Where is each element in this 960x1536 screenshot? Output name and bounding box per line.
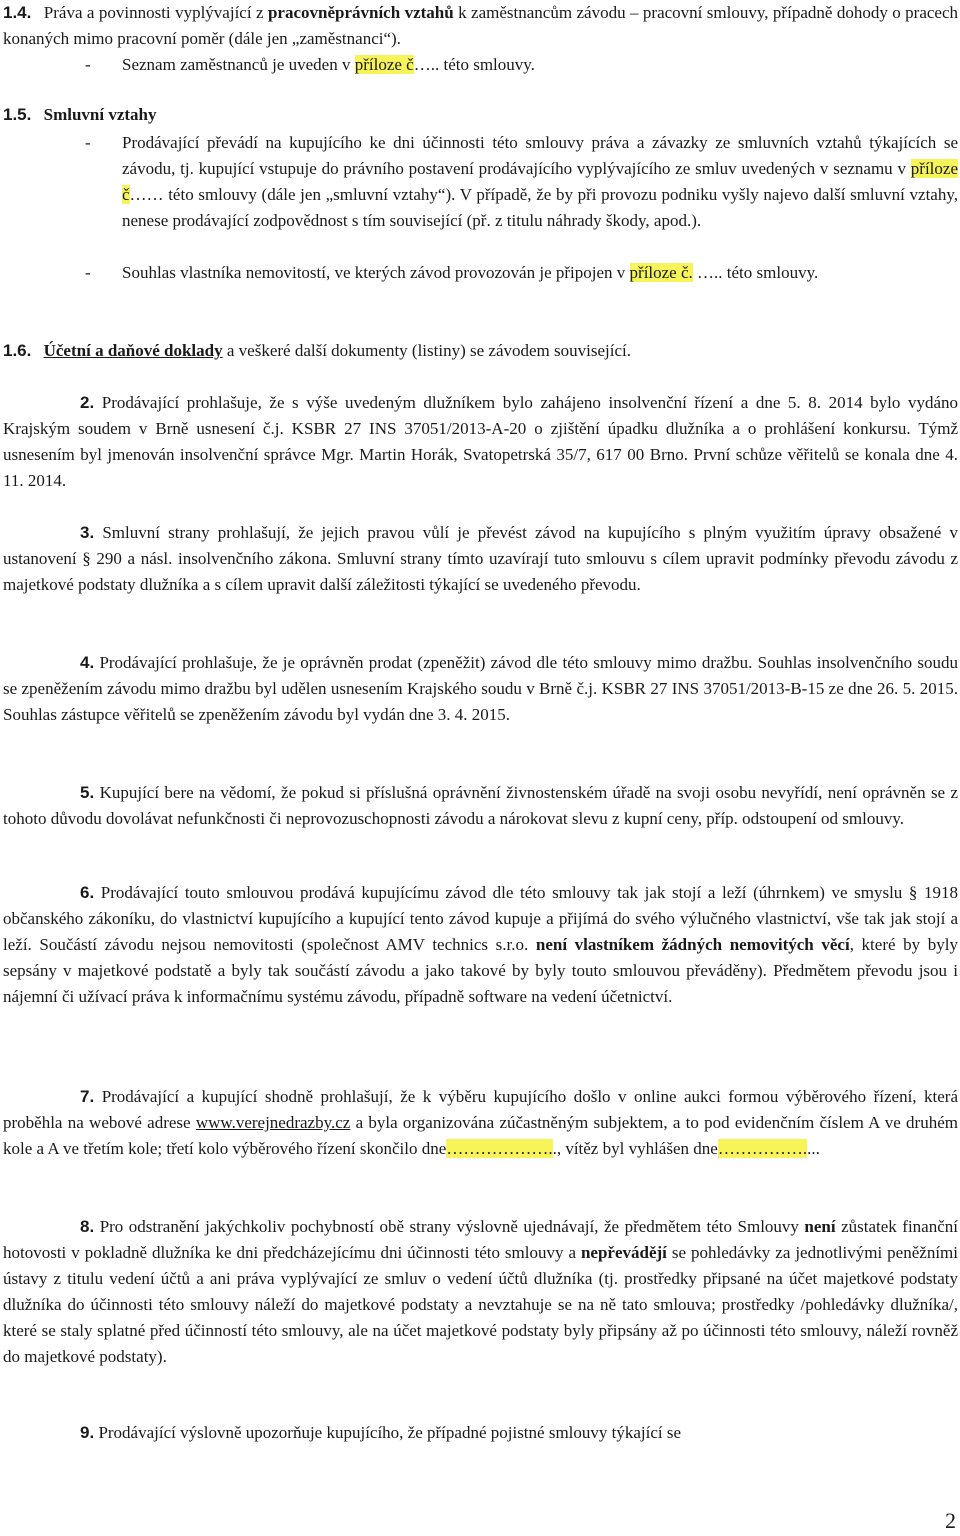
highlighted-blank: ………………. (446, 1139, 553, 1158)
article-5: 5. Kupující bere na vědomí, že pokud si příslušná oprávnění živnostenském úřadě na svoji osobu nevyřídí, není oprávněn se z tohoto důvodu dovolávat nefunkčnosti či neprovozuschopnosti závodu a nárokovat slevu z kupní ceny, příp. odstoupení od smlouvy. (3, 783, 959, 828)
article-4: 4. Prodávající prohlašuje, že je oprávněn prodat (zpeněžit) závod dle této smlouvy mimo dražbu. Souhlas insolvenčního soudu se zpeněžením závodu mimo dražbu byl udělen usnesením Krajského soudu v Brně č.j. KSBR 27 INS 37051/2013-B-15 ze dne 26. 5. 2015. Souhlas zástupce věřitelů se zpeněžením závodu byl vydán dne 3. 4. 2015. (3, 653, 958, 724)
highlighted-annex: příloze č (354, 55, 414, 74)
employee-list-item: - Seznam zaměstnanců je uveden v příloze č….. této smlouvy. (85, 55, 535, 74)
article-8: 8. Pro odstranění jakýchkoliv pochybností obě strany výslovně ujednávají, že předmětem této Smlouvy není zůstatek finanční hotovosti v pokladně dlužníka ke dni předcházejícímu dni účinnosti této smlouvy a nepřevádějí se pohledávky za jednotlivými peněžními ústavy z titulu vedení účtů a ani práva vyplývající ze smluv o vedení účtů dlužníka (tj. prostředky připsané na účet majetkové podstaty dlužníka do účinnosti této smlouvy náleží do majetkové podstaty a nevztahuje se na ně tato smlouva; prostředky /pohledávky dlužníka/, které se staly splatné před účinností této smlouvy, ale na účet majetkové podstaty byly připsány až po účinnosti této smlouvy, náleží rovněž do majetkové podstaty). (3, 1217, 958, 1366)
article-number: 4. (80, 653, 95, 672)
section-1-4: 1.4. Práva a povinnosti vyplývající z pracovněprávních vztahů k zaměstnancům závodu – pracovní smlouvy, případně dohody o pracech konaných mimo pracovní poměr (dále jen „zaměstnanci“). (3, 3, 959, 48)
section-number: 1.6. (3, 341, 32, 360)
article-number: 7. (80, 1087, 95, 1106)
highlighted-annex: příloze č. (629, 263, 693, 282)
article-7: 7. Prodávající a kupující shodně prohlašují, že k výběru kupujícího došlo v online aukci formou výběrového řízení, která proběhla na webové adrese www.verejnedrazby.cz a byla organizována zúčastněným subjektem, a to pod evidenčním číslem A ve druhém kole a A ve třetím kole; třetí kolo výběrového řízení skončilo dne……………….., vítěz byl vyhlášen dne…………….... (3, 1087, 959, 1158)
owner-consent-item: - Souhlas vlastníka nemovitostí, ve kterých závod provozován je připojen v příloze č. ….. této smlouvy. (85, 263, 819, 282)
page-number: 2 (945, 1508, 956, 1533)
section-title: Smluvní vztahy (43, 105, 157, 124)
article-9: 9. Prodávající výslovně upozorňuje kupujícího, že případné pojistné smlouvy týkající se (80, 1423, 682, 1442)
section-1-5-heading (3, 102, 958, 128)
contract-transfer-item: - Prodávající převádí na kupujícího ke dni účinnosti této smlouvy práva a závazky ze smluvních vztahů týkajících se závodu, tj. kupující vstupuje do právního postavení prodávajícího vyplývajícího ze smluv uvedených v seznamu v příloze č…… této smlouvy (dále jen „smluvní vztahy“). V případě, že by při provozu podniku vyšly najevo další smluvní vztahy, nenese prodávající zodpovědnost s tím související (př. z titulu náhrady škody, apod.). (85, 133, 958, 230)
highlighted-blank: ……………. (717, 1139, 808, 1158)
section-number: 1.5. (3, 105, 32, 124)
article-6: 6. Prodávající touto smlouvou prodává kupujícímu závod dle této smlouvy tak jak stojí a leží (úhrnkem) ve smyslu § 1918 občanského zákoníku, do vlastnictví kupujícího a kupující tento závod kupuje a přijímá do svého výlučného vlastnictví, vše tak jak stojí a leží. Součástí závodu nejsou nemovitosti (společnost AMV technics s.r.o. není vlastníkem žádných nemovitých věcí, které by byly sepsány v majetkové podstatě a byly tak součástí závodu a jako takové by byly touto smlouvou převáděny). Předmětem převodu jsou i nájemní či užívací práva k informačnímu systému závodu, případně software na vedení účetnictví. (3, 883, 959, 1006)
section-1-6: 1.6. Účetní a daňové doklady a veškeré další dokumenty (listiny) se závodem související. (3, 341, 631, 360)
article-number: 8. (80, 1217, 95, 1236)
website-link[interactable]: www.verejnedrazby.cz (195, 1113, 351, 1132)
article-number: 2. (80, 393, 95, 412)
article-3: 3. Smluvní strany prohlašují, že jejich pravou vůlí je převést závod na kupujícího s plným využitím úpravy obsažené v ustanovení § 290 a násl. insolvenčního zákona. Smluvní strany tímto uzavírají tuto smlouvu s cílem upravit podmínky převodu závodu z majetkové podstaty dlužníka a s cílem upravit další záležitosti týkající se uvedeného převodu. (3, 523, 958, 594)
article-number: 5. (80, 783, 95, 802)
highlighted-annex: příloze č (122, 159, 958, 204)
article-number: 9. (80, 1423, 95, 1442)
article-number: 3. (80, 523, 95, 542)
section-number: 1.4. (3, 3, 32, 22)
article-2: 2. Prodávající prohlašuje, že s výše uvedeným dlužníkem bylo zahájeno insolvenční řízení a dne 5. 8. 2014 bylo vydáno Krajským soudem v Brně usnesení č.j. KSBR 27 INS 37051/2013-A-20 o zjištění úpadku dlužníka a o prohlášení konkursu. Týmž usnesením byl jmenován insolvenční správce Mgr. Martin Horák, Svatopetrská 35/7, 617 00 Brno. První schůze věřitelů se konala dne 4. 11. 2014. (3, 393, 958, 490)
article-number: 6. (80, 883, 95, 902)
